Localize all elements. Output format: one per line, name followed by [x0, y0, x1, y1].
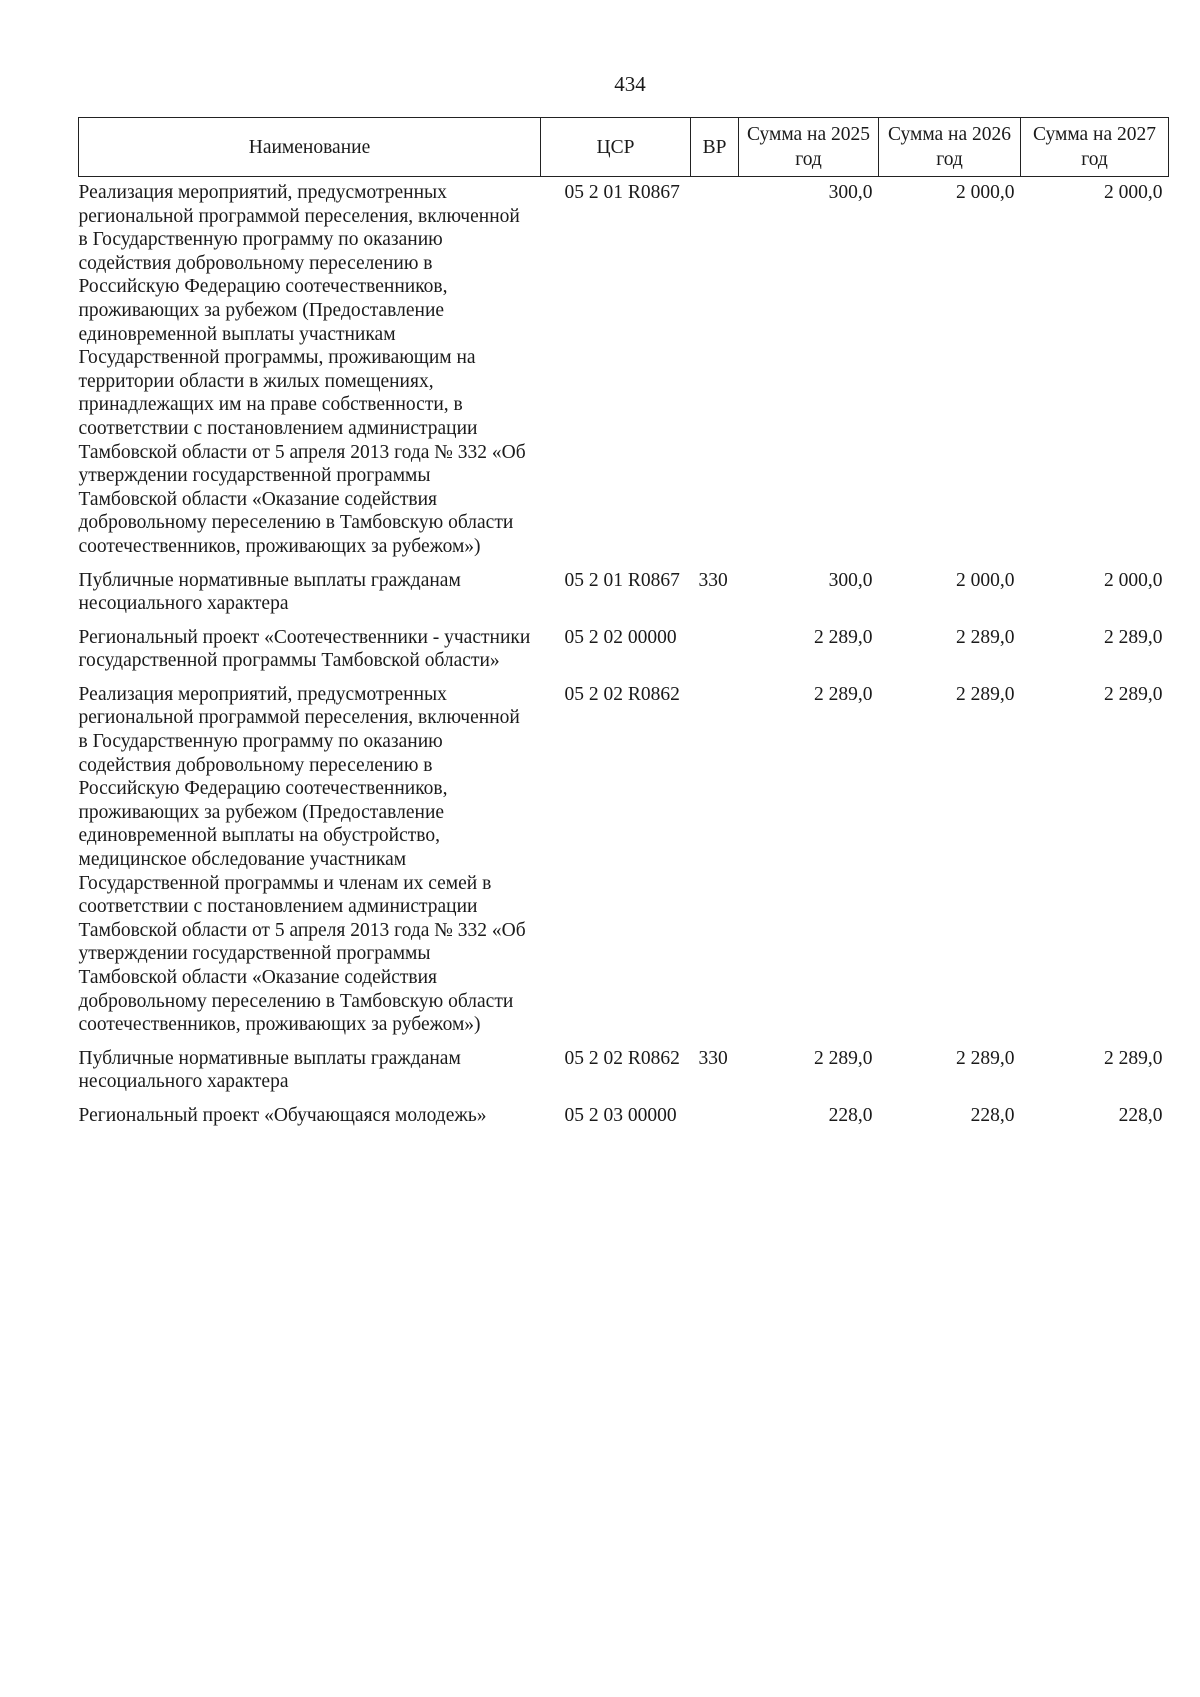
row-sum-2025: 2 289,0	[814, 1047, 873, 1069]
row-name: Публичные нормативные выплаты гражданам несоциального характера	[78, 1047, 461, 1093]
table-body	[79, 177, 1169, 1134]
row-sum-2026: 2 000,0	[956, 569, 1015, 591]
row-vr: 330	[698, 1047, 728, 1069]
table-row	[79, 1100, 1169, 1134]
row-name: Реализация мероприятий, предусмотренных региональной программой переселения, включенной в Государственную программу по оказанию содействия добровольному переселению в Российскую Федерацию соотечественников, проживающих за рубежом (Предоставление единовременной выплаты участникам Государственной программы, проживающим на территории области в жилых помещениях, принадлежащих им на праве собственности, в соответствии с постановлением администрации Тамбовской области от 5 апреля 2013 года № 332 «Об утверждении государственной программы Тамбовской области «Оказание содействия добровольному переселению в Тамбовскую области соотечественников, проживающих за рубежом»)	[78, 182, 526, 557]
header-sum-2027: Сумма на 2027 год	[1021, 118, 1169, 177]
row-csr: 05 2 01 R0867	[564, 182, 680, 203]
table-row	[79, 622, 1169, 679]
header-name: Наименование	[79, 118, 541, 177]
header-vr: ВР	[691, 118, 739, 177]
table-row	[79, 565, 1169, 622]
row-sum-2026: 2 289,0	[956, 683, 1015, 705]
row-vr	[691, 622, 739, 679]
row-csr: 05 2 01 R0867	[564, 569, 680, 591]
row-name: Реализация мероприятий, предусмотренных региональной программой переселения, включенной в Государственную программу по оказанию содействия добровольному переселению в Российскую Федерацию соотечественников, проживающих за рубежом (Предоставление единовременной выплаты на обустройство, медицинское обследование участникам Государственной программы и членам их семей в соответствии с постановлением администрации Тамбовской области от 5 апреля 2013 года № 332 «Об утверждении государственной программы Тамбовской области «Оказание содействия добровольному переселению в Тамбовскую области соотечественников, проживающих за рубежом»)	[78, 683, 526, 1036]
row-sum-2025: 300,0	[828, 182, 873, 203]
row-csr: 05 2 02 R0862	[564, 1047, 680, 1069]
table-header	[79, 118, 1169, 177]
row-sum-2027: 2 289,0	[1104, 683, 1163, 705]
row-sum-2025: 228,0	[828, 1104, 873, 1126]
row-vr	[691, 177, 739, 565]
row-csr: 05 2 02 R0862	[564, 683, 680, 705]
row-sum-2025: 2 289,0	[814, 683, 873, 705]
row-sum-2027: 2 000,0	[1104, 569, 1163, 591]
header-sum-2025: Сумма на 2025 год	[739, 118, 879, 177]
row-sum-2027: 2 000,0	[1104, 182, 1163, 203]
row-sum-2025: 300,0	[828, 569, 873, 591]
header-csr: ЦСР	[541, 118, 691, 177]
row-sum-2025: 2 289,0	[814, 626, 873, 648]
header-sum-2026: Сумма на 2026 год	[879, 118, 1021, 177]
page-number: 434	[614, 72, 646, 96]
row-vr	[691, 1100, 739, 1134]
table-row	[79, 177, 1169, 565]
row-sum-2026: 2 289,0	[956, 1047, 1015, 1069]
row-csr: 05 2 02 00000	[564, 626, 677, 648]
row-sum-2027: 2 289,0	[1104, 1047, 1163, 1069]
row-vr	[691, 679, 739, 1043]
row-name: Региональный проект «Соотечественники - участники государственной программы Тамбовской области»	[78, 626, 531, 672]
row-vr: 330	[698, 569, 728, 591]
row-sum-2026: 228,0	[970, 1104, 1015, 1126]
table-row	[79, 1043, 1169, 1100]
row-name: Региональный проект «Обучающаяся молодежь»	[78, 1104, 487, 1126]
row-sum-2026: 2 289,0	[956, 626, 1015, 648]
row-csr: 05 2 03 00000	[564, 1104, 677, 1126]
budget-table	[78, 117, 1169, 1134]
row-sum-2027: 228,0	[1118, 1104, 1163, 1126]
row-name: Публичные нормативные выплаты гражданам несоциального характера	[78, 569, 461, 615]
row-sum-2027: 2 289,0	[1104, 626, 1163, 648]
row-sum-2026: 2 000,0	[956, 182, 1015, 203]
table-row	[79, 679, 1169, 1043]
